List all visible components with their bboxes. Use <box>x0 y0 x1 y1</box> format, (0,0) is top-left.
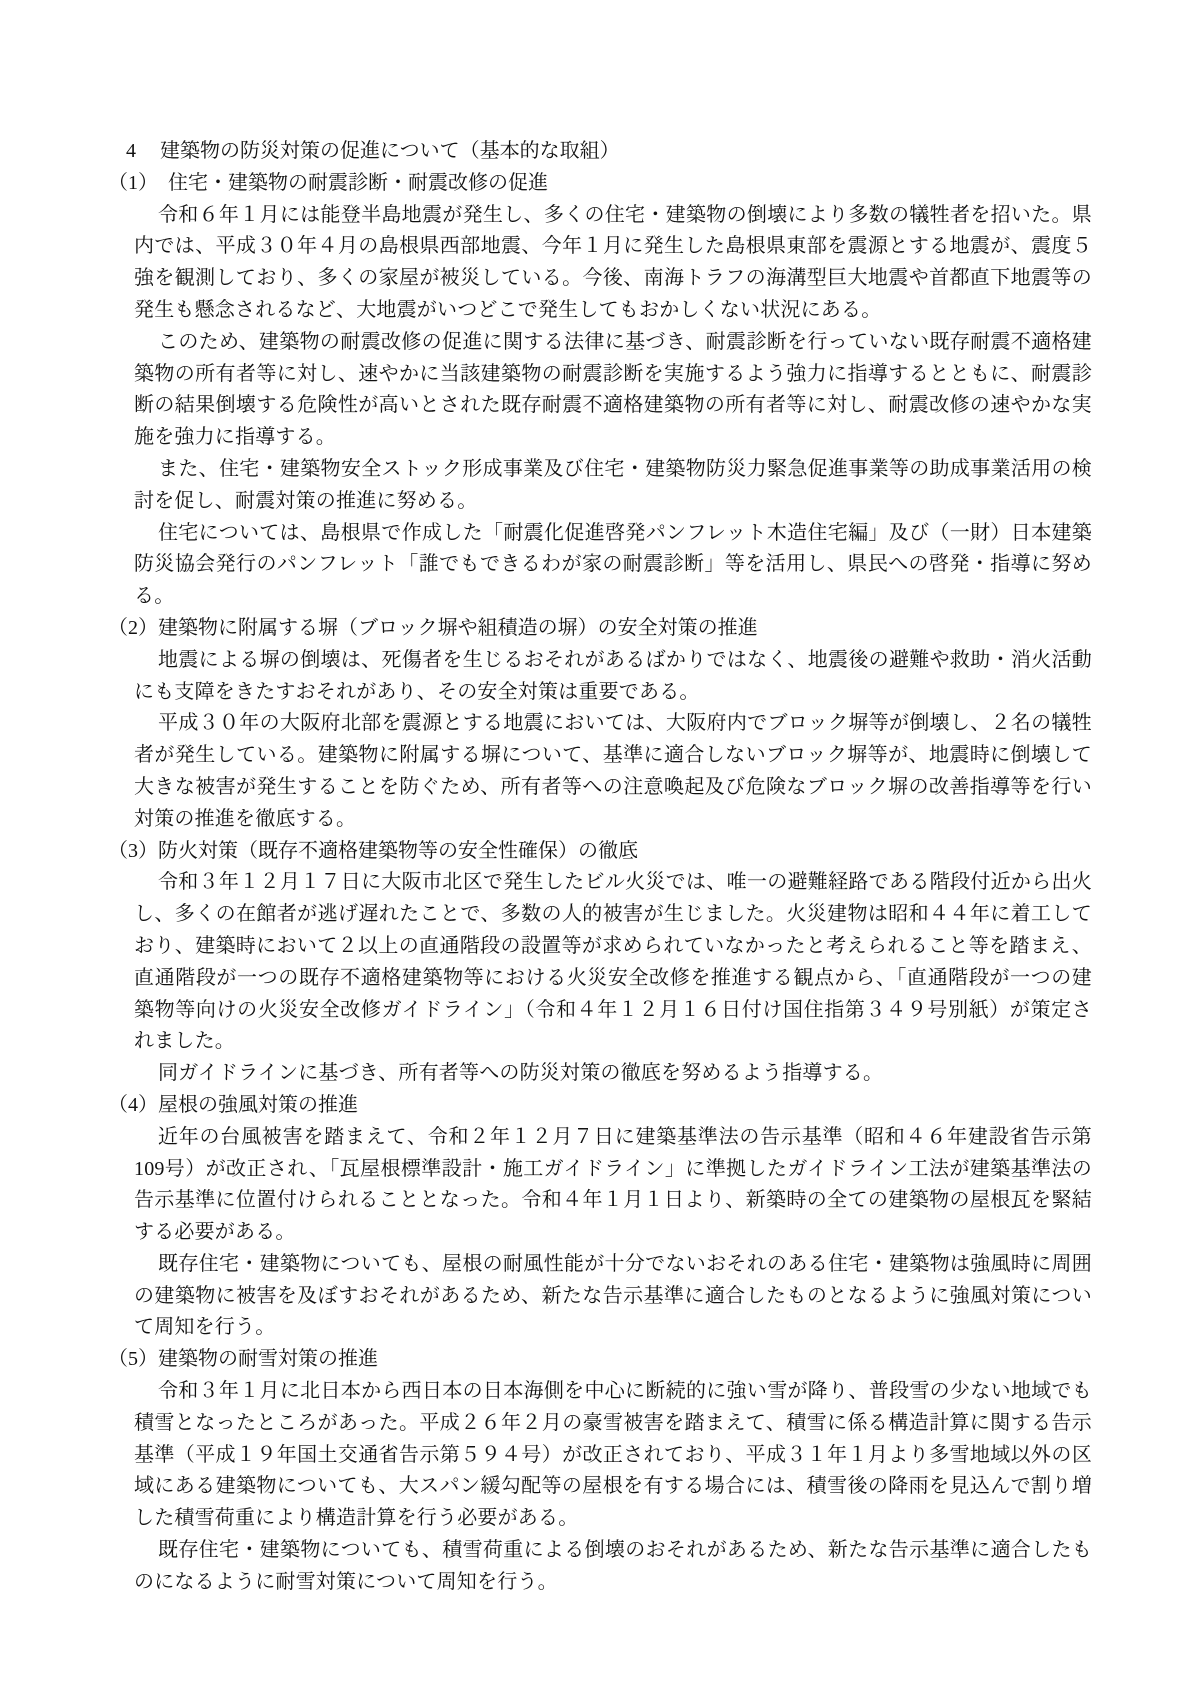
section-1-heading: （1） 住宅・建築物の耐震診断・耐震改修の促進 <box>108 171 548 194</box>
paragraph: 住宅については、島根県で作成した「耐震化促進啓発パンフレット木造住宅編」及び（一財）日本建築防災協会発行のパンフレット「誰でもできるわが家の耐震診断」等を活用し、県民への啓発・指導に努める。 <box>134 521 1092 608</box>
paragraph: また、住宅・建築物安全ストック形成事業及び住宅・建築物防災力緊急促進事業等の助成事業活用の検討を促し、耐震対策の推進に努める。 <box>134 457 1092 512</box>
section-3-fire-safety <box>108 836 1092 1090</box>
paragraph: このため、建築物の耐震改修の促進に関する法律に基づき、耐震診断を行っていない既存耐震不適格建築物の所有者等に対し、速やかに当該建築物の耐震診断を実施するよう強力に指導するとともに、耐震診断の結果倒壊する危険性が高いとされた既存耐震不適格建築物の所有者等に対し、耐震改修の速やかな実施を強力に指導する。 <box>134 330 1092 449</box>
paragraph: 令和６年１月には能登半島地震が発生し、多くの住宅・建築物の倒壊により多数の犠牲者を招いた。県内では、平成３０年４月の島根県西部地震、今年１月に発生した島根県東部を震源とする地震が、震度５強を観測しており、多くの家屋が被災している。今後、南海トラフの海溝型巨大地震や首都直下地震等の発生も懸念されるなど、大地震がいつどこで発生してもおかしくない状況にある。 <box>134 203 1092 321</box>
document-title <box>126 136 1092 168</box>
paragraph: 既存住宅・建築物についても、屋根の耐風性能が十分でないおそれのある住宅・建築物は強風時に周囲の建築物に被害を及ぼすおそれがあるため、新たな告示基準に適合したものとなるように強風対策について周知を行う。 <box>134 1252 1092 1339</box>
paragraph: 平成３０年の大阪府北部を震源とする地震においては、大阪府内でブロック塀等が倒壊し、２名の犠牲者が発生している。建築物に附属する塀について、基準に適合しないブロック塀等が、地震時に倒壊して大きな被害が発生することを防ぐため、所有者等への注意喚起及び危険なブロック塀の改善指導等を行い対策の推進を徹底する。 <box>134 712 1092 830</box>
section-2-block-walls <box>108 613 1092 836</box>
section-3-heading: （3）防火対策（既存不適格建築物等の安全性確保）の徹底 <box>108 839 638 862</box>
paragraph: 近年の台風被害を踏まえて、令和２年１２月７日に建築基準法の告示基準（昭和４６年建設省告示第109号）が改正され、「瓦屋根標準設計・施工ガイドライン」に準拠したガイドライン工法が建築基準法の告示基準に位置付けられることとなった。令和４年１月１日より、新築時の全ての建築物の屋根瓦を緊結する必要がある。 <box>134 1125 1092 1244</box>
section-2-heading: （2）建築物に附属する塀（ブロック塀や組積造の塀）の安全対策の推進 <box>108 616 758 639</box>
document-page <box>108 136 1092 1599</box>
document-title-number: 4 <box>126 140 136 162</box>
paragraph: 同ガイドラインに基づき、所有者等への防災対策の徹底を努めるよう指導する。 <box>158 1062 884 1085</box>
section-5-snow-resistance <box>108 1344 1092 1598</box>
section-4-wind-resistance <box>108 1090 1092 1344</box>
paragraph: 既存住宅・建築物についても、積雪荷重による倒壊のおそれがあるため、新たな告示基準に適合したものになるように耐雪対策について周知を行う。 <box>134 1539 1092 1593</box>
section-5-heading: （5）建築物の耐雪対策の推進 <box>108 1348 378 1371</box>
paragraph: 地震による塀の倒壊は、死傷者を生じるおそれがあるばかりではなく、地震後の避難や救助・消火活動にも支障をきたすおそれがあり、その安全対策は重要である。 <box>134 648 1092 703</box>
section-1-earthquake-retrofit <box>108 168 1092 613</box>
paragraph: 令和３年１２月１７日に大阪市北区で発生したビル火災では、唯一の避難経路である階段付近から出火し、多くの在館者が逃げ遅れたことで、多数の人的被害が生じました。火災建物は昭和４４年に着工しており、建築時において２以上の直通階段の設置等が求められていなかったと考えられること等を踏まえ、直通階段が一つの既存不適格建築物等における火災安全改修を推進する観点から、「直通階段が一つの建築物等向けの火災安全改修ガイドライン」（令和４年１２月１６日付け国住指第３４９号別紙）が策定されました。 <box>134 871 1092 1053</box>
paragraph: 令和３年１月に北日本から西日本の日本海側を中心に断続的に強い雪が降り、普段雪の少ない地域でも積雪となったところがあった。平成２６年２月の豪雪被害を踏まえて、積雪に係る構造計算に関する告示基準（平成１９年国土交通省告示第５９４号）が改正されており、平成３１年１月より多雪地域以外の区域にある建築物についても、大スパン緩勾配等の屋根を有する場合には、積雪後の降雨を見込んで割り増した積雪荷重により構造計算を行う必要がある。 <box>134 1380 1092 1530</box>
section-4-heading: （4）屋根の強風対策の推進 <box>108 1093 358 1116</box>
document-title-text: 建築物の防災対策の促進について（基本的な取組） <box>160 140 620 162</box>
